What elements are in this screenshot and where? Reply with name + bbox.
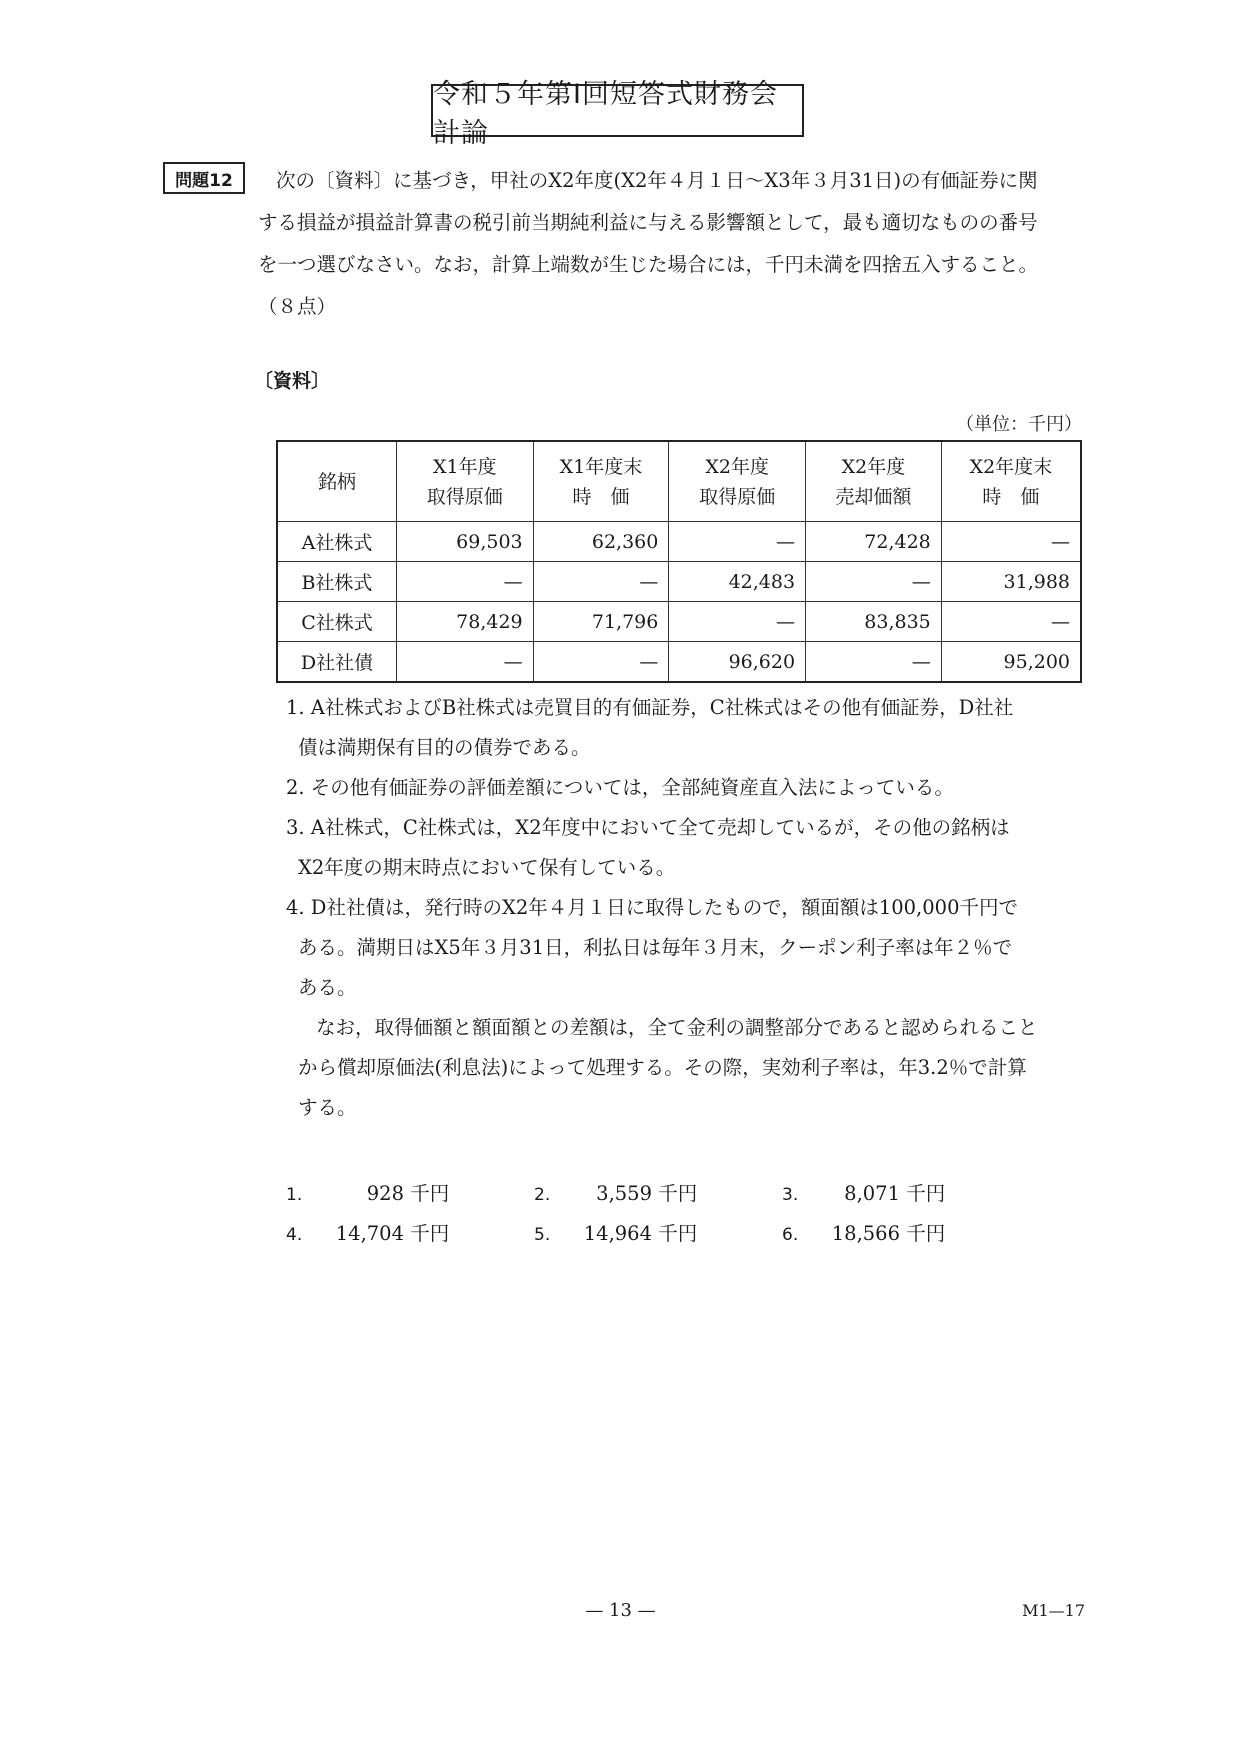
unit-label: （単位：千円）	[956, 414, 1082, 435]
question-points: （８点）	[258, 295, 337, 318]
table-cell: —	[941, 602, 1081, 642]
choice-value: 14,964	[583, 1222, 652, 1245]
choice-number: 2.	[534, 1185, 551, 1205]
table-cell: C社株式	[277, 602, 396, 642]
choice-value: 14,704	[335, 1222, 404, 1245]
table-cell: D社社債	[277, 642, 396, 683]
choice-unit: 千円	[906, 1182, 946, 1205]
choice-value: 18,566	[831, 1222, 900, 1245]
note-line: 3. A社株式，C社株式は，X2年度中において全て売却しているが，その他の銘柄は	[286, 816, 1010, 839]
choice-unit: 千円	[906, 1222, 946, 1245]
table-row	[277, 562, 1081, 602]
page-number: — 13 —	[585, 1600, 656, 1621]
choice-unit: 千円	[658, 1222, 698, 1245]
exam-title: 令和５年第Ⅰ回短答式財務会計論	[431, 84, 804, 137]
reference-heading: 〔資料〕	[254, 370, 331, 392]
note-line: 4. D社社債は，発行時のX2年４月１日に取得したもので，額面額は100,000千円で	[286, 896, 1018, 919]
table-cell: 83,835	[806, 602, 942, 642]
table-cell: —	[806, 562, 942, 602]
table-cell: 96,620	[669, 642, 806, 683]
choice-unit: 千円	[410, 1222, 450, 1245]
table-cell: —	[396, 642, 533, 683]
note-line: ある。満期日はX5年３月31日，利払日は毎年３月末，クーポン利子率は年２％で	[298, 936, 1013, 959]
note-line: から償却原価法(利息法)によって処理する。その際，実効利子率は，年3.2％で計算	[298, 1056, 1027, 1079]
choice-number: 5.	[534, 1225, 551, 1245]
note-line: 債は満期保有目的の債券である。	[298, 736, 591, 759]
choice-unit: 千円	[658, 1182, 698, 1205]
document-code: M1—17	[1022, 1601, 1085, 1620]
table-cell: 69,503	[396, 522, 533, 562]
answer-choice[interactable]	[782, 1218, 945, 1246]
question-number-badge: 問題12	[163, 162, 245, 194]
note-line: X2年度の期末時点において保有している。	[298, 856, 676, 879]
table-header-row	[277, 441, 1081, 522]
answer-choice[interactable]	[286, 1178, 449, 1206]
header-x1-fair-value: X1年度末 時 価	[533, 441, 669, 522]
table-cell: —	[669, 522, 806, 562]
answer-choice[interactable]	[534, 1218, 697, 1246]
choice-number: 1.	[286, 1185, 303, 1205]
choice-value: 8,071	[844, 1182, 900, 1205]
table-row	[277, 602, 1081, 642]
answer-choice[interactable]	[286, 1218, 449, 1246]
table-cell: 42,483	[669, 562, 806, 602]
table-cell: 71,796	[533, 602, 669, 642]
table-cell: —	[941, 522, 1081, 562]
question-line: を一つ選びなさい。なお，計算上端数が生じた場合には，千円未満を四捨五入すること。	[258, 253, 1039, 276]
header-x2-cost: X2年度 取得原価	[669, 441, 806, 522]
choice-number: 4.	[286, 1225, 303, 1245]
table-cell: 62,360	[533, 522, 669, 562]
note-line: する。	[298, 1096, 357, 1119]
choice-value: 928	[366, 1182, 404, 1205]
table-cell: —	[533, 642, 669, 683]
table-cell: —	[533, 562, 669, 602]
choice-number: 3.	[782, 1185, 799, 1205]
table-row	[277, 522, 1081, 562]
table-cell: —	[396, 562, 533, 602]
table-row	[277, 642, 1081, 683]
answer-choice[interactable]	[782, 1178, 945, 1206]
note-line: 2. その他有価証券の評価差額については，全部純資産直入法によっている。	[286, 776, 954, 799]
choice-value: 3,559	[596, 1182, 652, 1205]
table-cell: A社株式	[277, 522, 396, 562]
note-line: なお，取得価額と額面額との差額は，全て金利の調整部分であると認められること	[316, 1016, 1038, 1039]
question-line: する損益が損益計算書の税引前当期純利益に与える影響額として，最も適切なものの番号	[258, 211, 1038, 234]
question-line: 次の〔資料〕に基づき，甲社のX2年度(X2年４月１日～X3年３月31日)の有価証券に関	[276, 169, 1038, 192]
header-x1-cost: X1年度 取得原価	[396, 441, 533, 522]
securities-table	[276, 440, 1082, 683]
choice-unit: 千円	[410, 1182, 450, 1205]
table-cell: 72,428	[806, 522, 942, 562]
table-cell: 95,200	[941, 642, 1081, 683]
answer-choice[interactable]	[534, 1178, 697, 1206]
table-cell: 31,988	[941, 562, 1081, 602]
table-cell: 78,429	[396, 602, 533, 642]
note-item	[286, 808, 1086, 888]
table-cell: —	[669, 602, 806, 642]
header-x2-sale-price: X2年度 売却価額	[806, 441, 942, 522]
table-cell: —	[806, 642, 942, 683]
note-line: 1. A社株式およびB社株式は売買目的有価証券，C社株式はその他有価証券，D社社	[286, 696, 1014, 719]
notes-list	[286, 688, 1086, 1128]
table-cell: B社株式	[277, 562, 396, 602]
note-item	[286, 768, 1086, 808]
header-x2-fair-value: X2年度末 時 価	[941, 441, 1081, 522]
note-item	[286, 888, 1086, 1128]
note-line: ある。	[298, 976, 357, 999]
question-text	[258, 160, 1088, 328]
header-issue: 銘柄	[277, 441, 396, 522]
choice-number: 6.	[782, 1225, 799, 1245]
note-item	[286, 688, 1086, 768]
